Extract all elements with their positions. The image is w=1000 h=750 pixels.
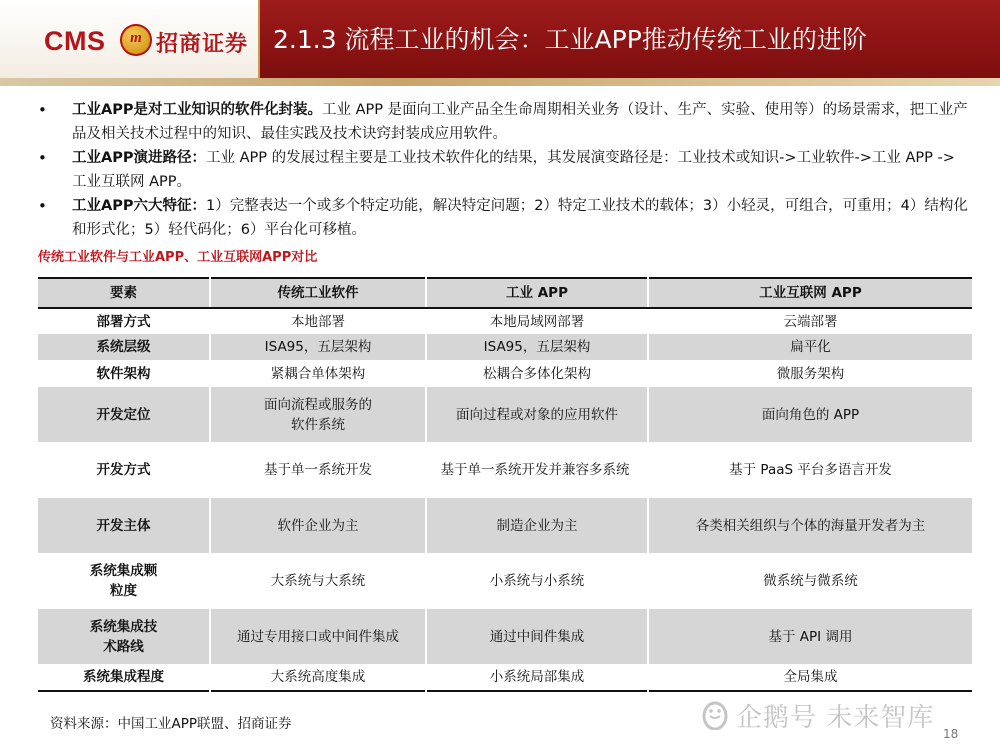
row-label: 系统集成技术路线 xyxy=(38,609,210,664)
bullet-dot-icon: • xyxy=(38,101,47,119)
bullet-item xyxy=(38,194,968,242)
bullet-text: 1）完整表达一个或多个特定功能，解决特定问题；2）特定工业技术的载体；3）小轻灵，可组合，可重用；4）结构化和形式化；5）轻代码化；6）平台化可移植。 xyxy=(72,198,968,238)
table-cell: 面向流程或服务的软件系统 xyxy=(210,387,426,442)
table-caption: 传统工业软件与工业APP、工业互联网APP对比 xyxy=(38,250,318,265)
table-cell: 基于单一系统开发并兼容多系统 xyxy=(426,442,648,498)
row-label: 开发主体 xyxy=(38,498,210,553)
table-row xyxy=(38,553,972,609)
watermark xyxy=(698,697,934,734)
bullet-list xyxy=(38,98,968,242)
bullet-item xyxy=(38,98,968,146)
table-cell: 基于 API 调用 xyxy=(648,609,972,664)
table-row xyxy=(38,387,972,442)
logo-emblem-icon: m xyxy=(120,24,152,56)
column-header: 传统工业软件 xyxy=(210,278,426,308)
page-title: 2.1.3 流程工业的机会：工业APP推动传统工业的进阶 xyxy=(273,25,867,54)
row-label: 开发方式 xyxy=(38,442,210,498)
table-cell: 小系统局部集成 xyxy=(426,664,648,691)
company-logo xyxy=(0,0,260,78)
table-cell: 扁平化 xyxy=(648,334,972,360)
table-row xyxy=(38,360,972,387)
column-header: 要素 xyxy=(38,278,210,308)
table-cell: 大系统高度集成 xyxy=(210,664,426,691)
table-cell: 云端部署 xyxy=(648,308,972,334)
source-note: 资料来源：中国工业APP联盟、招商证券 xyxy=(50,716,292,732)
row-label: 系统层级 xyxy=(38,334,210,360)
table-cell: 本地部署 xyxy=(210,308,426,334)
table-cell: 松耦合多体化架构 xyxy=(426,360,648,387)
table-row xyxy=(38,664,972,691)
bullet-lead: 工业APP是对工业知识的软件化封装。 xyxy=(72,102,322,118)
table-cell: 通过专用接口或中间件集成 xyxy=(210,609,426,664)
logo-latin-text: CMS xyxy=(44,26,106,56)
table-cell: ISA95，五层架构 xyxy=(426,334,648,360)
row-label: 开发定位 xyxy=(38,387,210,442)
table-cell: 微系统与微系统 xyxy=(648,553,972,609)
column-header: 工业 APP xyxy=(426,278,648,308)
penguin-logo-icon xyxy=(698,700,732,730)
row-label: 软件架构 xyxy=(38,360,210,387)
header-banner xyxy=(0,0,1000,82)
table-header-row xyxy=(38,278,972,308)
bullet-dot-icon: • xyxy=(38,197,47,215)
table-row xyxy=(38,609,972,664)
table-cell: 全局集成 xyxy=(648,664,972,691)
table-cell: 通过中间件集成 xyxy=(426,609,648,664)
table-row xyxy=(38,498,972,553)
bullet-text: 工业 APP 的发展过程主要是工业技术软件化的结果，其发展演变路径是：工业技术或知识->工业软件->工业 APP ->工业互联网 APP。 xyxy=(72,150,955,190)
table-cell: 软件企业为主 xyxy=(210,498,426,553)
bullet-lead: 工业APP演进路径： xyxy=(72,150,206,166)
table-cell: 面向过程或对象的应用软件 xyxy=(426,387,648,442)
logo-chinese-text: 招商证券 xyxy=(156,32,249,57)
table-cell: 基于单一系统开发 xyxy=(210,442,426,498)
table-row xyxy=(38,442,972,498)
table-row xyxy=(38,308,972,334)
table-cell: 制造企业为主 xyxy=(426,498,648,553)
table-cell: 各类相关组织与个体的海量开发者为主 xyxy=(648,498,972,553)
table-cell: 紧耦合单体架构 xyxy=(210,360,426,387)
header-divider xyxy=(0,78,1000,86)
bullet-text: 工业 APP 是面向工业产品全生命周期相关业务（设计、生产、实验、使用等）的场景需求，把工业产品及相关技术过程中的知识、最佳实践及技术诀窍封装成应用软件。 xyxy=(72,102,968,142)
table-cell: 小系统与小系统 xyxy=(426,553,648,609)
row-label: 系统集成颗粒度 xyxy=(38,553,210,609)
row-label: 系统集成程度 xyxy=(38,664,210,691)
page-number: 18 xyxy=(943,727,959,741)
bullet-lead: 工业APP六大特征： xyxy=(72,198,206,214)
bullet-dot-icon: • xyxy=(38,149,47,167)
bullet-item xyxy=(38,146,968,194)
table-cell: 基于 PaaS 平台多语言开发 xyxy=(648,442,972,498)
comparison-table xyxy=(38,277,972,692)
row-label: 部署方式 xyxy=(38,308,210,334)
table-row xyxy=(38,334,972,360)
table-cell: 面向角色的 APP xyxy=(648,387,972,442)
table-cell: 大系统与大系统 xyxy=(210,553,426,609)
table-cell: 微服务架构 xyxy=(648,360,972,387)
column-header: 工业互联网 APP xyxy=(648,278,972,308)
watermark-text: 企鹅号 未来智库 xyxy=(736,703,935,733)
table-cell: ISA95，五层架构 xyxy=(210,334,426,360)
table-cell: 本地局域网部署 xyxy=(426,308,648,334)
